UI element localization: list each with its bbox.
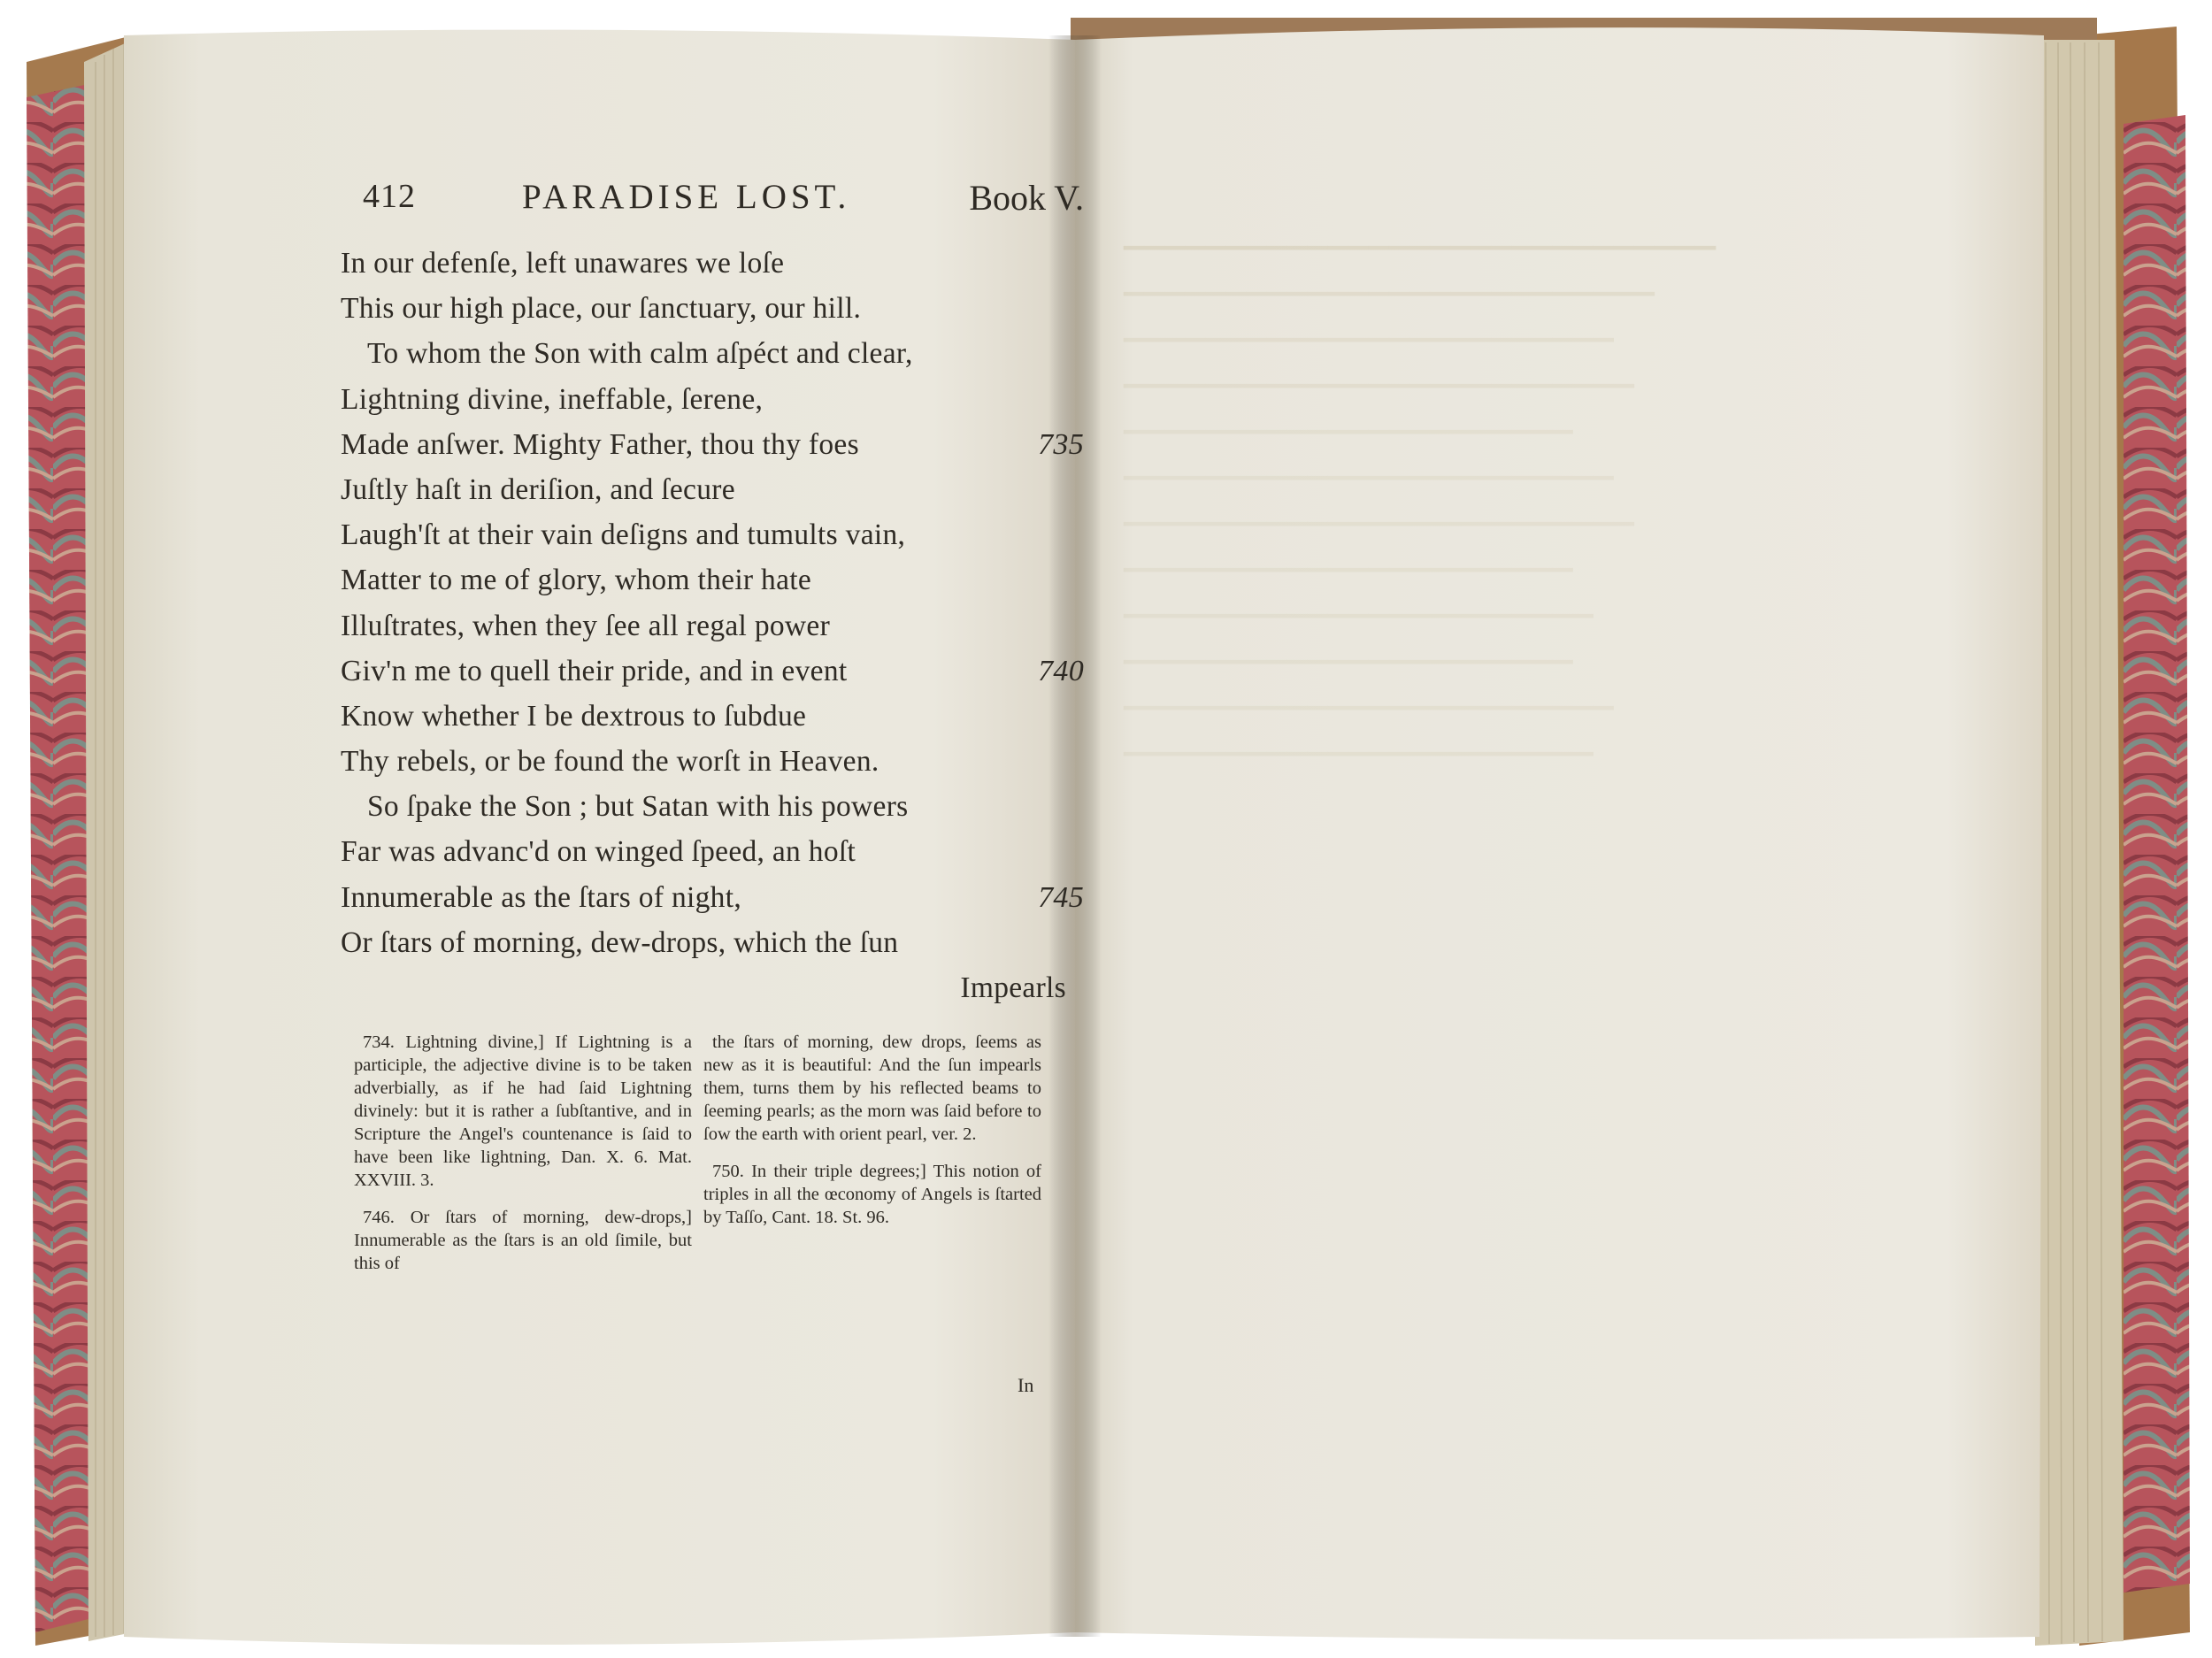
left-marbled-edge	[27, 84, 88, 1632]
footnote-text: the ſtars of morning, dew drops, ſeems as new as it is beautiful: And the ſun impearls them, turns them by his reflected beams to ſeeming pearls; as the morn was ſaid before to ſow the earth with orient pearl, ver. 2.	[703, 1032, 1041, 1144]
verse-line	[341, 512, 1075, 557]
verse-line	[341, 920, 1075, 965]
footnote	[354, 1206, 692, 1275]
verse-catchword: Impearls	[960, 971, 1066, 1004]
verse-text: Illuſtrates, when they ſee all regal power	[341, 609, 831, 642]
footnote-text: Lightning divine,] If Lightning is a participle, the adjective divine is to be taken adverbially, as if he had ſaid Lightning divinely: but it is rather a ſubſtantive, and in Scripture the Angel's countenance is ſaid to have been like lightning, Dan. X. 6. Mat. XXVIII. 3.	[354, 1032, 692, 1190]
verse-line	[341, 377, 1075, 422]
footnote-ref: 750.	[712, 1162, 752, 1181]
footnote-ref: 746.	[363, 1208, 411, 1227]
verse-block	[341, 241, 1084, 1010]
verse-text: So ſpake the Son ; but Satan with his powers	[367, 790, 909, 824]
footnote	[703, 1031, 1041, 1146]
verse-line	[341, 467, 1075, 512]
line-number: 735	[1038, 427, 1084, 461]
verse-text: Made anſwer. Mighty Father, thou thy foes	[341, 427, 859, 461]
book-label: Book V.	[969, 178, 1084, 218]
verse-text: This our high place, our ſanctuary, our hill.	[341, 292, 862, 326]
right-page-show-through: ▁▁▁▁▁▁▁▁▁▁▁▁▁▁▁▁▁▁▁▁▁▁▁▁▁▁▁▁▁ ▁▁▁▁▁▁▁▁▁▁▁▁▁▁▁▁▁▁▁▁▁▁▁▁▁▁ ▁▁▁▁▁▁▁▁▁▁▁▁▁▁▁▁▁▁▁▁▁▁▁▁ ▁▁▁▁▁▁▁▁▁▁▁▁▁▁▁▁▁▁▁▁▁▁▁▁▁ ▁▁▁▁▁▁▁▁▁▁▁▁▁▁▁▁▁▁▁▁▁▁ ▁▁▁▁▁▁▁▁▁▁▁▁▁▁▁▁▁▁▁▁▁▁▁▁ ▁▁▁▁▁▁▁▁▁▁▁▁▁▁▁▁▁▁▁▁▁▁▁▁▁ ▁▁▁▁▁▁▁▁▁▁▁▁▁▁▁▁▁▁▁▁▁▁ ▁▁▁▁▁▁▁▁▁▁▁▁▁▁▁▁▁▁▁▁▁▁▁ ▁▁▁▁▁▁▁▁▁▁▁▁▁▁▁▁▁▁▁▁▁▁ ▁▁▁▁▁▁▁▁▁▁▁▁▁▁▁▁▁▁▁▁▁▁▁▁ ▁▁▁▁▁▁▁▁▁▁▁▁▁▁▁▁▁▁▁▁▁▁▁	[1124, 220, 1717, 756]
right-marbled-edge	[2124, 115, 2190, 1593]
verse-text: Innumerable as the ſtars of night,	[341, 880, 742, 914]
verse-line	[341, 422, 1084, 467]
footnote-text: Or ſtars of morning, dew-drops,] Innumerable as the ſtars is an old ſimile, but this of	[354, 1208, 692, 1273]
line-number: 745	[1038, 880, 1084, 914]
footnote	[703, 1160, 1041, 1229]
line-number: 740	[1038, 654, 1084, 687]
footnote-text: In their triple degrees;] This notion of triples in all the œconomy of Angels is ſtarted by Taſſo, Cant. 18. St. 96.	[703, 1162, 1042, 1227]
page-catchword: In	[1018, 1374, 1034, 1396]
page-number: 412	[363, 178, 416, 215]
verse-text: To whom the Son with calm aſpéct and clear,	[367, 337, 913, 371]
verse-line	[341, 694, 1075, 739]
footnotes-right-column	[703, 1031, 1041, 1243]
verse-text: Matter to me of glory, whom their hate	[341, 564, 812, 597]
running-title: PARADISE LOST.	[522, 178, 851, 216]
verse-line	[341, 649, 1084, 694]
running-head	[363, 177, 1084, 230]
verse-text: Lightning divine, ineffable, ſerene,	[341, 382, 764, 416]
verse-text: Or ſtars of morning, dew-drops, which the ſun	[341, 925, 899, 959]
verse-line	[341, 875, 1084, 920]
verse-text: Juſtly haſt in deriſion, and ſecure	[341, 472, 735, 506]
verse-text: Laugh'ſt at their vain deſigns and tumults vain,	[341, 518, 906, 552]
verse-line	[341, 286, 1075, 331]
verse-line	[341, 829, 1075, 874]
verse-line	[341, 784, 1075, 829]
footnotes-left-column	[354, 1031, 692, 1289]
verse-text: Far was advanc'd on winged ſpeed, an hoſt	[341, 835, 856, 869]
verse-line	[341, 331, 1075, 376]
verse-line	[341, 603, 1075, 649]
footnote	[354, 1031, 692, 1192]
verse-line	[341, 557, 1075, 603]
verse-text: In our defenſe, left unawares we loſe	[341, 247, 785, 280]
verse-text: Giv'n me to quell their pride, and in event	[341, 654, 848, 687]
verse-line	[341, 739, 1075, 784]
footnote-ref: 734.	[363, 1032, 406, 1052]
verse-text: Thy rebels, or be found the worſt in Heaven.	[341, 745, 879, 779]
verse-line	[341, 241, 1075, 286]
verse-text: Know whether I be dextrous to ſubdue	[341, 699, 807, 733]
